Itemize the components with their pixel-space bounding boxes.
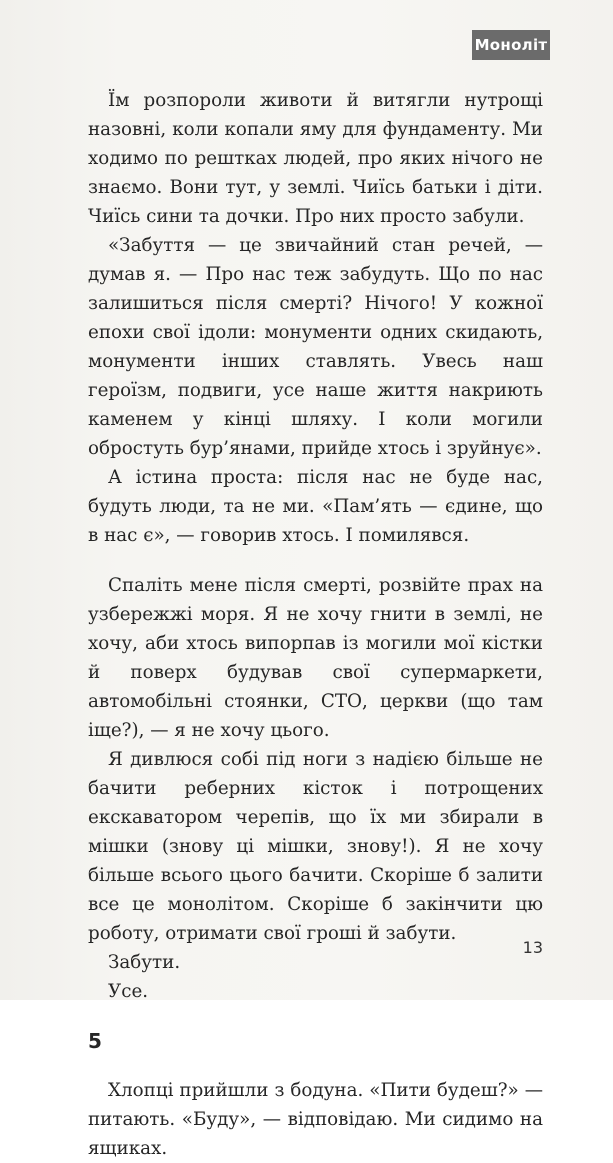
section-break xyxy=(88,1055,543,1076)
paragraph: А істина проста: після нас не буде нас, будуть люди, та не ми. «Пам’ять — єдине, що в нас є», — говорив хтось. І помилявся. xyxy=(88,467,543,546)
section-break xyxy=(88,1006,543,1027)
paragraph: Усе. xyxy=(108,981,149,1002)
running-header-title: Моноліт xyxy=(472,30,550,60)
section-break xyxy=(88,550,543,571)
paragraph: Їм розпороли животи й витягли нутрощі назовні, коли копали яму для фундаменту. Ми ходимо по рештках людей, про яких нічого не знаємо. Вони тут, у землі. Чиїсь батьки і діти. Чиїсь сини та дочки. Про них просто забули. xyxy=(88,90,543,227)
paragraph: Я дивлюся собі під ноги з надією більше не бачити реберних кісток і потрощених екскаватором черепів, що їх ми збирали в мішки (знову ці мішки, знову!). Я не хочу більше всього цього бачити. Скоріше б залити все це монолітом. Скоріше б закінчити цю роботу, отримати свої гроші й забути. xyxy=(88,749,543,944)
paragraph: Забути. xyxy=(108,952,181,973)
page-number: 13 xyxy=(522,938,543,957)
body-text xyxy=(88,86,543,1163)
paragraph: Спаліть мене після смерті, розвійте прах на узбережжі моря. Я не хочу гнити в землі, не хочу, аби хтось випорпав із могили мої кістки й поверх будував свої супермаркети, автомобільні стоянки, СТО, церкви (що там іще?), — я не хочу цього. xyxy=(88,575,543,741)
paragraph: Хлопці прийшли з бодуна. «Пити будеш?» — питають. «Буду», — відповідаю. Ми сидимо на ящиках. xyxy=(88,1080,543,1159)
paragraph: «Забуття — це звичайний стан речей, — думав я. — Про нас теж забудуть. Що по нас залишиться після смерті? Нічого! У кожної епохи свої ідоли: монументи одних скидають, монументи інших ставлять. Увесь наш героїзм, подвиги, усе наше життя накриють каменем у кінці шляху. І коли могили обростуть бур’янами, прийде хтось і зруйнує». xyxy=(88,235,543,459)
chapter-number: 5 xyxy=(88,1029,102,1053)
